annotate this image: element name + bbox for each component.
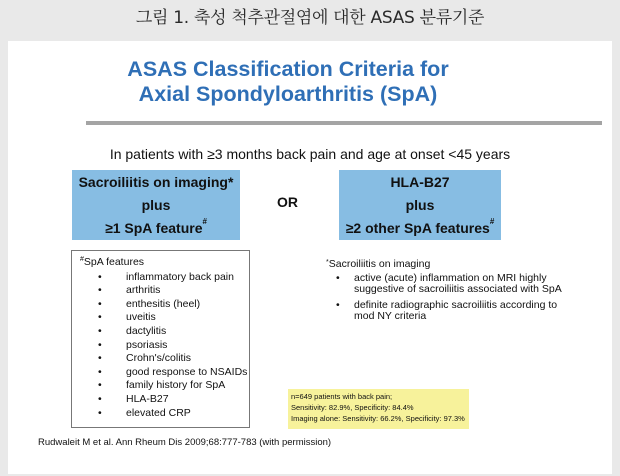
- list-item: • inflammatory back pain: [80, 271, 249, 285]
- sacroiliitis-notes: [326, 259, 566, 327]
- imaging-arm-line-3: ≥1 SpA feature#: [105, 217, 207, 236]
- figure-caption: 그림 1. 축성 척추관절염에 대한 ASAS 분류기준: [135, 8, 485, 28]
- title-line-2: Axial Spondyloarthritis (SpA): [138, 82, 438, 106]
- intro-text: In patients with ≥3 months back pain and age at onset <45 years: [109, 146, 511, 162]
- stats-line-1: n=649 patients with back pain;: [291, 392, 393, 401]
- list-item: • active (acute) inflammation on MRI highly suggestive of sacroiliitis associated with SpA: [326, 273, 566, 296]
- list-item: • HLA-B27: [80, 393, 249, 407]
- list-item: • dactylitis: [80, 325, 249, 339]
- hash-mark: #: [202, 217, 207, 226]
- hash-mark: #: [489, 217, 495, 226]
- imaging-arm-box: [72, 170, 240, 240]
- spa-features-box: [71, 250, 250, 428]
- slide-title: [8, 57, 568, 107]
- title-divider: [86, 121, 602, 125]
- imaging-arm-line-2: plus: [141, 197, 171, 213]
- clinical-arm-line-2: plus: [405, 197, 435, 213]
- sacroiliitis-heading: *Sacroiliitis on imaging: [326, 258, 431, 270]
- asterisk-mark: *: [227, 174, 234, 190]
- list-item: • elevated CRP: [80, 407, 249, 421]
- list-item: • good response to NSAIDs: [80, 366, 249, 380]
- performance-stats-box: [288, 389, 469, 429]
- list-item: • uveitis: [80, 311, 249, 325]
- slide-panel: [8, 41, 612, 474]
- clinical-arm-line-1: HLA-B27: [390, 174, 450, 190]
- spa-features-heading: #SpA features: [80, 256, 145, 268]
- sacroiliitis-list: [326, 273, 566, 323]
- list-item: • family history for SpA: [80, 379, 249, 393]
- stats-line-3: Imaging alone: Sensitivity: 66.2%, Specificity: 97.3%: [291, 414, 465, 423]
- list-item: • enthesitis (heel): [80, 298, 249, 312]
- asterisk-mark: *: [326, 259, 329, 266]
- or-label: OR: [277, 194, 298, 210]
- clinical-arm-box: [339, 170, 501, 240]
- list-item: • definite radiographic sacroiliitis according to mod NY criteria: [326, 300, 566, 323]
- citation: Rudwaleit M et al. Ann Rheum Dis 2009;68:777-783 (with permission): [38, 437, 332, 448]
- stats-line-2: Sensitivity: 82.9%, Specificity: 84.4%: [291, 403, 414, 412]
- hash-mark: #: [80, 256, 84, 263]
- list-item: • psoriasis: [80, 339, 249, 353]
- list-item: • arthritis: [80, 284, 249, 298]
- imaging-arm-line-1: Sacroiliitis on imaging*: [78, 174, 234, 190]
- list-item: • Crohn's/colitis: [80, 352, 249, 366]
- clinical-arm-line-3: ≥2 other SpA features#: [345, 217, 495, 236]
- spa-features-list: [80, 271, 249, 421]
- title-line-1: ASAS Classification Criteria for: [127, 57, 449, 81]
